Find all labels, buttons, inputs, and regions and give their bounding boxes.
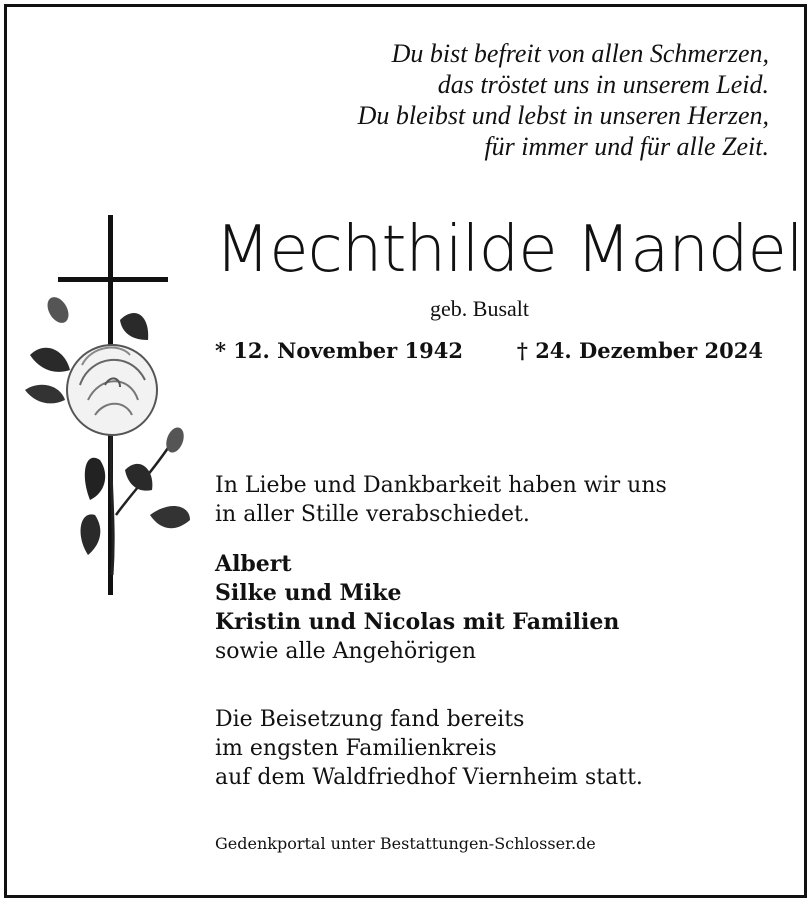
deceased-name: Mechthilde Mandel [215,213,803,287]
message-line: in aller Stille verabschiedet. [215,502,530,527]
mourner-name: Silke und Mike [215,580,402,606]
poem-line: das tröstet uns in unserem Leid. [437,70,769,99]
mourners-others: sowie alle Angehörigen [215,639,477,664]
cross-with-rose-icon [20,215,200,595]
poem-line: Du bist befreit von allen Schmerzen, [391,39,769,68]
death-date: † 24. Dezember 2024 [516,338,763,363]
message-line: In Liebe und Dankbarkeit haben wir uns [215,473,667,498]
poem [358,38,769,162]
birth-name: geb. Busalt [430,296,529,321]
message [215,471,667,529]
mourner-name: Kristin und Nicolas mit Familien [215,609,620,635]
poem-line: für immer und für alle Zeit. [484,132,769,161]
burial-line: auf dem Waldfriedhof Viernheim statt. [215,765,643,790]
burial-line: im engsten Familienkreis [215,736,497,761]
birth-date: * 12. November 1942 [215,338,463,363]
memorial-portal-link[interactable]: Gedenkportal unter Bestattungen-Schlosser.de [215,834,596,853]
poem-line: Du bleibst und lebst in unseren Herzen, [357,101,769,130]
burial-line: Die Beisetzung fand bereits [215,707,525,732]
mourners [215,550,619,666]
mourner-name: Albert [215,551,292,577]
burial-notice [215,705,643,792]
